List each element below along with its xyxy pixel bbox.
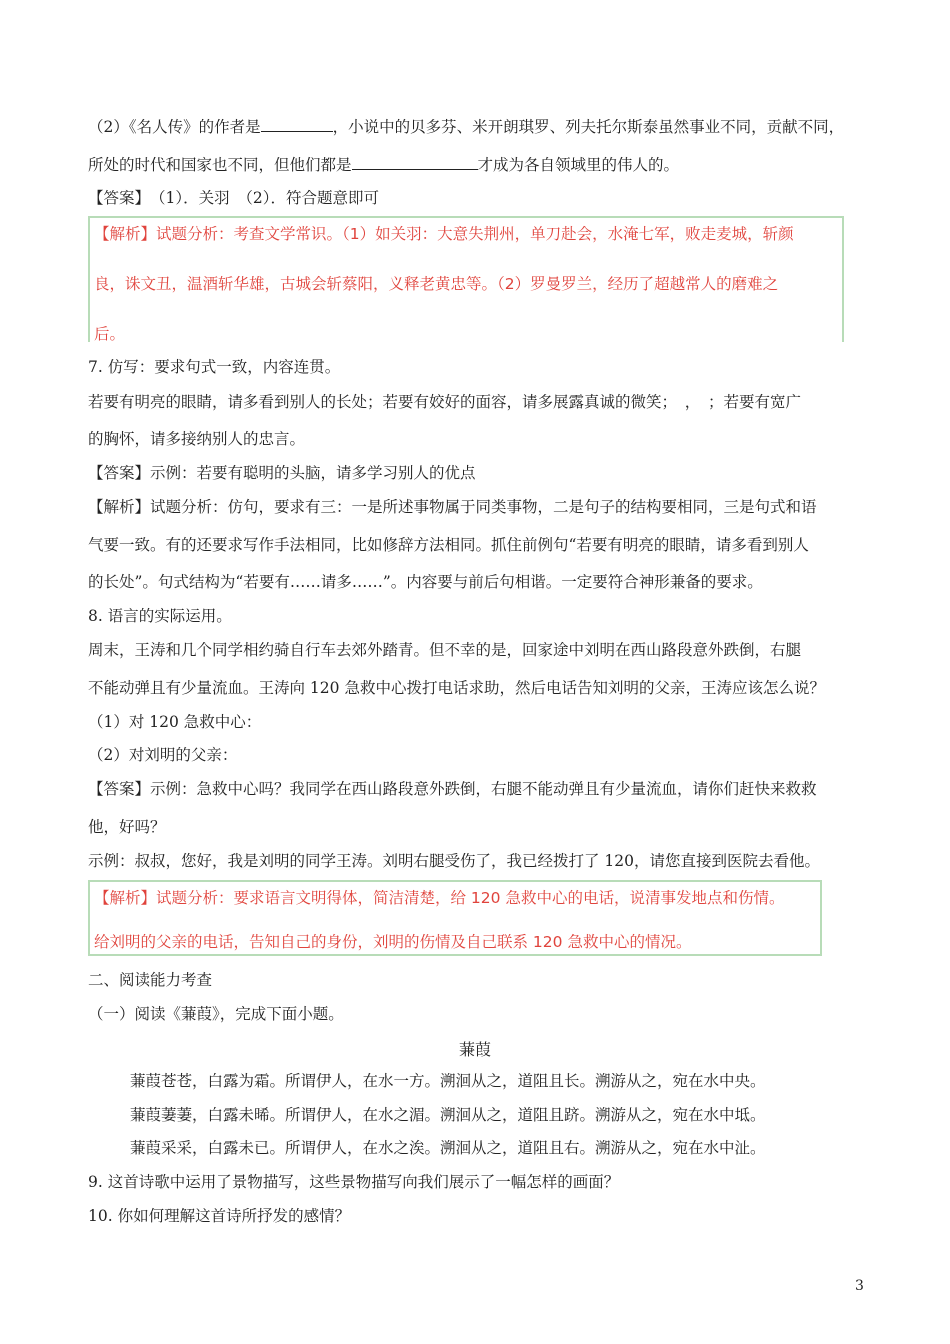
q7-line2: 的胸怀，请多接纳别人的忠言。 bbox=[88, 430, 306, 448]
q7-analysis-line2: 气要一致。有的还要求写作手法相同，比如修辞方法相同。抓住前例句“若要有明亮的眼睛，请多看到别人 bbox=[88, 536, 809, 554]
q7-analysis-line3: 的长处”。句式结构为“若要有……请多……”。内容要与前后句相谐。一定要符合神形兼备的要求。 bbox=[88, 573, 763, 591]
page-number: 3 bbox=[855, 1278, 864, 1294]
q6-analysis-line2: 良，诛文丑，温酒斩华雄，古城会斩蔡阳，义释老黄忠等。（2）罗曼罗兰，经历了超越常人的磨难之 bbox=[94, 275, 779, 293]
section-heading: 二、阅读能力考查 bbox=[88, 971, 213, 989]
blank-author bbox=[261, 115, 333, 132]
q6-2-text-c: 所处的时代和国家也不同，但他们都是 bbox=[88, 156, 352, 174]
q10: 10. 你如何理解这首诗所抒发的感情？ bbox=[88, 1207, 351, 1225]
q6-2-text-b: ，小说中的贝多芬、米开朗琪罗、列夫托尔斯泰虽然事业不同，贡献不同， bbox=[332, 118, 845, 136]
q7-answer: 【答案】示例：若要有聪明的头脑，请多学习别人的优点 bbox=[88, 464, 476, 482]
blank-reason bbox=[352, 153, 478, 170]
q8-answer-line3: 示例：叔叔，您好，我是刘明的同学王涛。刘明右腿受伤了，我已经拨打了 120，请您直接到医院去看他。 bbox=[88, 852, 821, 870]
q8-line1: 周末，王涛和几个同学相约骑自行车去郊外踏青。但不幸的是，回家途中刘明在西山路段意外跌倒，右腿 bbox=[88, 641, 802, 659]
q6-2-line2 bbox=[88, 153, 679, 176]
q8-title: 8. 语言的实际运用。 bbox=[88, 607, 232, 625]
q8-analysis-line2: 给刘明的父亲的电话，告知自己的身份，刘明的伤情及自己联系 120 急救中心的情况。 bbox=[94, 933, 692, 951]
q6-answer: 【答案】 （1）．关羽 （2）．符合题意即可 bbox=[88, 189, 379, 207]
q7-title: 7. 仿写：要求句式一致，内容连贯。 bbox=[88, 358, 341, 376]
q8-analysis-box bbox=[88, 880, 822, 956]
q6-analysis-line1: 【解析】试题分析：考查文学常识。（1）如关羽：大意失荆州，单刀赴会，水淹七军，败走麦城，斩颜 bbox=[94, 225, 794, 243]
q8-sub1: （1）对 120 急救中心： bbox=[88, 713, 262, 731]
q8-sub2: （2）对刘明的父亲： bbox=[88, 746, 238, 764]
q6-analysis-box bbox=[88, 216, 844, 342]
q7-analysis-line1: 【解析】试题分析：仿句，要求有三：一是所述事物属于同类事物，二是句子的结构要相同，三是句式和语 bbox=[88, 498, 817, 516]
q8-line2: 不能动弹且有少量流血。王涛向 120 急救中心拨打电话求助，然后电话告知刘明的父亲，王涛应该怎么说？ bbox=[88, 679, 825, 697]
poem-line2: 蒹葭萋萋，白露未晞。所谓伊人，在水之湄。溯洄从之，道阻且跻。溯游从之，宛在水中坻。 bbox=[130, 1106, 766, 1124]
poem-line1: 蒹葭苍苍，白露为霜。所谓伊人，在水一方。溯洄从之，道阻且长。溯游从之，宛在水中央。 bbox=[130, 1072, 766, 1090]
q6-2-text-d: 才成为各自领域里的伟人的。 bbox=[477, 156, 680, 174]
q8-answer-line2: 他，好吗？ bbox=[88, 818, 166, 836]
q7-line1: 若要有明亮的眼睛，请多看到别人的长处；若要有姣好的面容，请多展露真诚的微笑； ， ；若要有宽广 bbox=[88, 393, 802, 411]
q8-answer-line1: 【答案】示例：急救中心吗？我同学在西山路段意外跌倒，右腿不能动弹且有少量流血，请你们赶快来救救 bbox=[88, 780, 817, 798]
q6-2-text-a: （2）《名人传》的作者是 bbox=[88, 118, 261, 136]
q6-analysis-line3: 后。 bbox=[94, 325, 126, 343]
poem-title: 蒹葭 bbox=[458, 1040, 491, 1059]
q8-analysis-line1: 【解析】试题分析：要求语言文明得体，简洁清楚，给 120 急救中心的电话，说清事发地点和伤情。 bbox=[94, 889, 785, 907]
q9: 9. 这首诗歌中运用了景物描写，这些景物描写向我们展示了一幅怎样的画面？ bbox=[88, 1173, 620, 1191]
poem-line3: 蒹葭采采，白露未已。所谓伊人，在水之涘。溯洄从之，道阻且右。溯游从之，宛在水中沚。 bbox=[130, 1139, 766, 1157]
q6-2-line1 bbox=[88, 115, 844, 138]
reading-intro: （一）阅读《蒹葭》，完成下面小题。 bbox=[88, 1005, 344, 1023]
